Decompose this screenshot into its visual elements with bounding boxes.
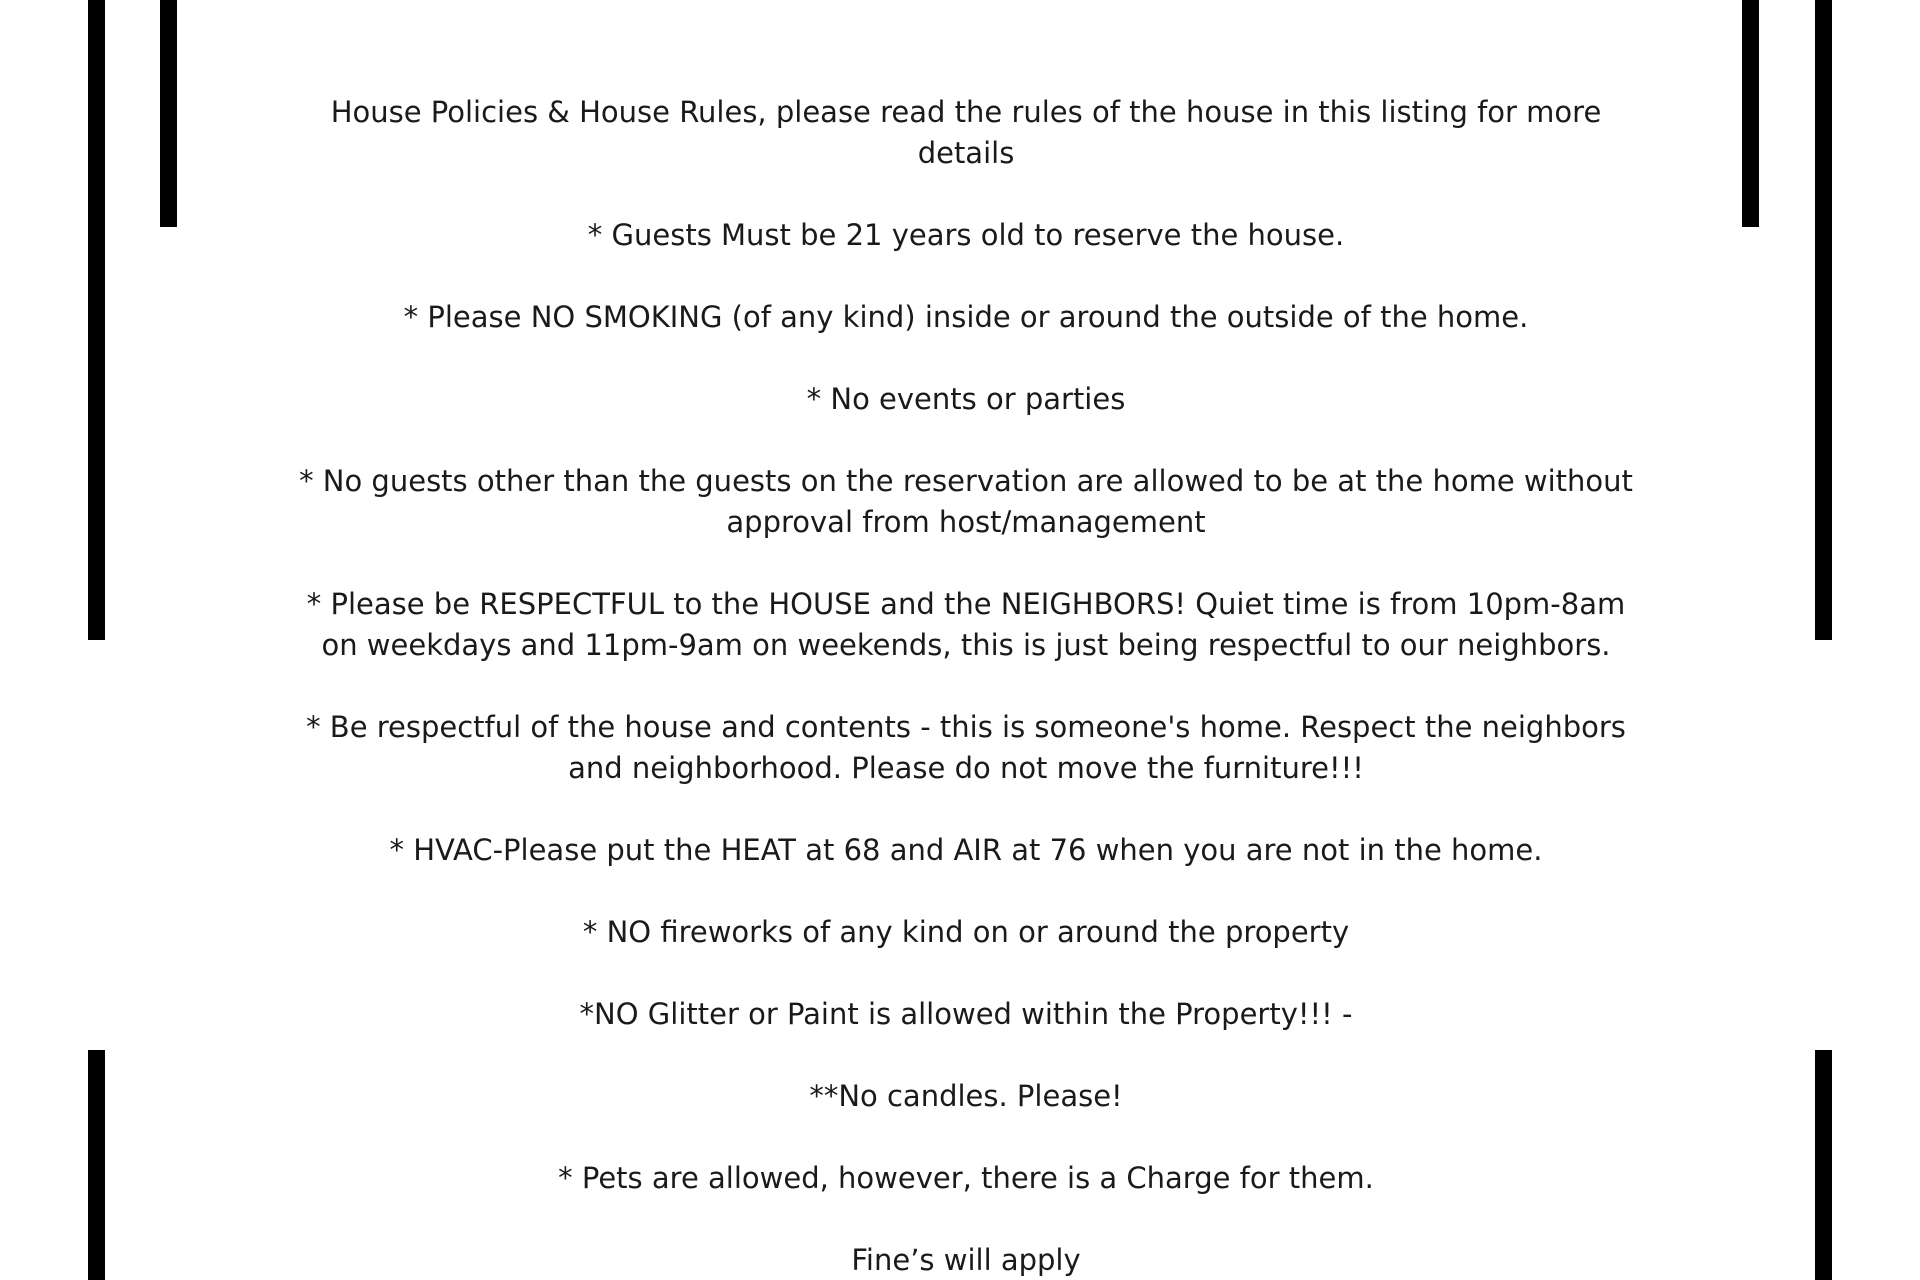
frame-bar-top-left-inner (160, 0, 177, 227)
frame-bar-bottom-left (88, 1050, 105, 1280)
rule-no-candles: **No candles. Please! (809, 1079, 1123, 1113)
rule-hvac: * HVAC-Please put the HEAT at 68 and AIR at 76 when you are not in the home. (389, 833, 1543, 867)
rule-respect-house: * Be respectful of the house and contents - this is someone's home. Respect the neighbors and neighborhood. Please do not move the furniture!!! (306, 710, 1626, 785)
frame-bar-bottom-right (1815, 1050, 1832, 1280)
house-rules-text (290, 92, 1642, 1280)
rule-no-smoking: * Please NO SMOKING (of any kind) inside or around the outside of the home. (403, 300, 1529, 334)
rule-no-extra-guests: * No guests other than the guests on the reservation are allowed to be at the home without approval from host/management (299, 464, 1633, 539)
rule-fines: Fine’s will apply (851, 1243, 1081, 1277)
frame-bar-top-right-outer (1815, 0, 1832, 640)
intro-paragraph: House Policies & House Rules, please read the rules of the house in this listing for more details (330, 95, 1602, 170)
rule-quiet-time: * Please be RESPECTFUL to the HOUSE and the NEIGHBORS! Quiet time is from 10pm-8am on weekdays and 11pm-9am on weekends, this is just being respectful to our neighbors. (306, 587, 1626, 662)
rule-pets: * Pets are allowed, however, there is a Charge for them. (558, 1161, 1374, 1195)
rule-minimum-age: * Guests Must be 21 years old to reserve the house. (587, 218, 1345, 252)
rule-no-glitter-paint: *NO Glitter or Paint is allowed within the Property!!! - (579, 997, 1353, 1031)
rule-no-fireworks: * NO fireworks of any kind on or around the property (582, 915, 1350, 949)
rule-no-events: * No events or parties (806, 382, 1126, 416)
frame-bar-top-right-inner (1742, 0, 1759, 227)
frame-bar-top-left-outer (88, 0, 105, 640)
